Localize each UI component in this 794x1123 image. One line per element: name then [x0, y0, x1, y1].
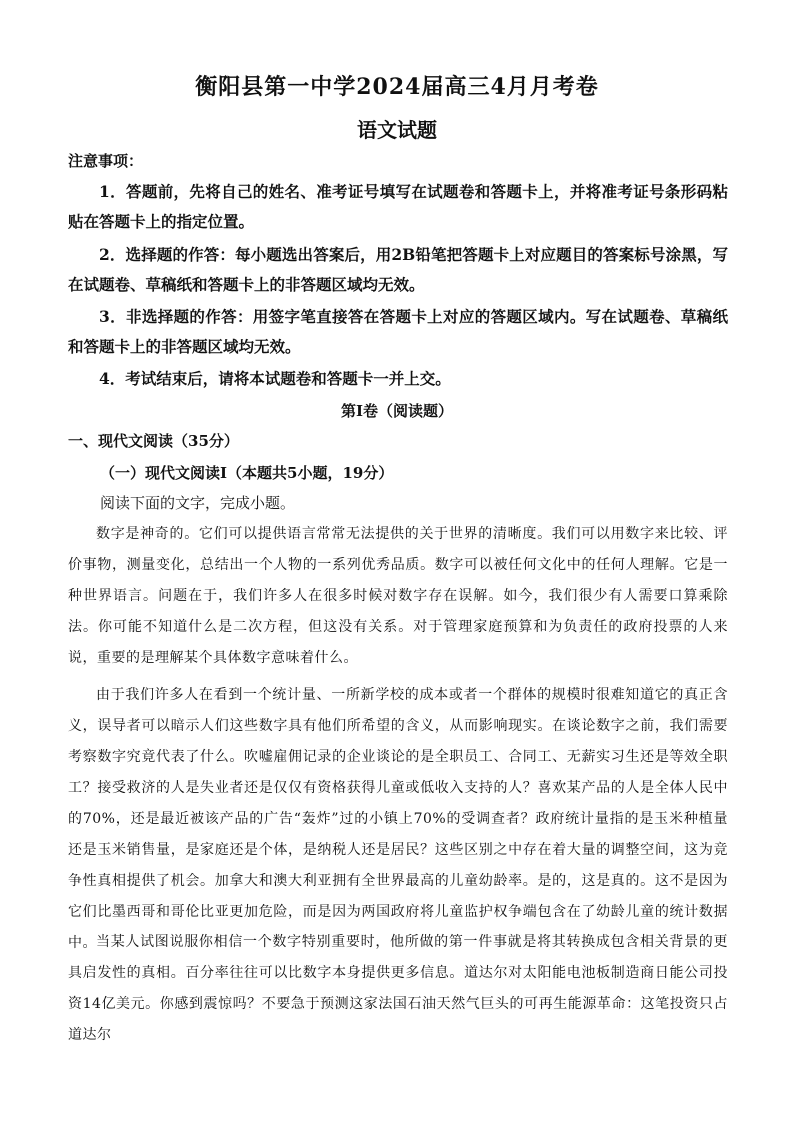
section-heading: 一、现代文阅读（35分） — [68, 432, 239, 450]
notice-heading: 注意事项： — [68, 152, 144, 170]
notice-item-4: 4．考试结束后，请将本试题卷和答题卡一并上交。 — [99, 369, 451, 388]
reading-instruction: 阅读下面的文字，完成小题。 — [100, 494, 296, 512]
passage-paragraph-1: 数字是神奇的。它们可以提供语言常常无法提供的关于世界的清晰度。我们可以用数字来比较、评价事物，测量变化，总结出一个人物的一系列优秀品质。数字可以被任何文化中的任何人理解。它是一种世界语言。问题在于，我们许多人在很多时候对数字存在误解。如今，我们很少有人需要口算乘除法。你可能不知道什么是二次方程，但这没有关系。对于管理家庭预算和为负责任的政府投票的人来说，重要的是理解某个具体数字意味着什么。 — [68, 526, 728, 666]
passage-paragraph-2: 由于我们许多人在看到一个统计量、一所新学校的成本或者一个群体的规模时很难知道它的真正含义，误导者可以暗示人们这些数字具有他们所希望的含义，从而影响现实。在谈论数字之前，我们需要考察数字究竟代表了什么。吹嘘雇佣记录的企业谈论的是全职员工、合同工、无薪实习生还是等效全职工？接受救济的人是失业者还是仅仅有资格获得儿童或低收入支持的人？喜欢某产品的人是全体人民中的70%，还是最近被该产品的广告“轰炸”过的小镇上70%的受调查者？政府统计量指的是玉米种植量还是玉米销售量，是家庭还是个体，是纳税人还是居民？这些区别之中存在着大量的调整空间，这为竞争性真相提供了机会。加拿大和澳大利亚拥有全世界最高的儿童幼龄率。是的，这是真的。这不是因为它们比墨西哥和哥伦比亚更加危险，而是因为两国政府将儿童监护权争端包含在了幼龄儿童的统计数据中。 — [68, 687, 728, 951]
exam-title: 衡阳县第一中学2024届高三4月月考卷 — [195, 74, 599, 100]
part-heading: 第Ⅰ卷（阅读题） — [340, 402, 454, 420]
passage-paragraph-3: 当某人试图说服你相信一个数字特别重要时，他所做的第一件事就是将其转换成包含相关背景的更具启发性的真相。百分率往往可以比数字本身提供更多信息。道达尔对太阳能电池板制造商日能公司投资14亿美元。你感到震惊吗？不要急于预测这家法国石油天然气巨头的可再生能源革命：这笔投资只占道达尔 — [68, 934, 728, 1043]
notice-item-2: 2．选择题的作答：每小题选出答案后，用2B铅笔把答题卡上对应题目的答案标号涂黑，写在试题卷、草稿纸和答题卡上的非答题区域均无效。 — [68, 245, 728, 294]
subsection-heading: （一）现代文阅读Ⅰ（本题共5小题，19分） — [100, 464, 394, 482]
notice-item-1: 1．答题前，先将自己的姓名、准考证号填写在试题卷和答题卡上，并将准考证号条形码粘贴在答题卡上的指定位置。 — [68, 182, 728, 231]
exam-subtitle: 语文试题 — [357, 118, 437, 142]
notice-item-3: 3．非选择题的作答：用签字笔直接答在答题卡上对应的答题区域内。写在试题卷、草稿纸和答题卡上的非答题区域均无效。 — [68, 307, 728, 356]
